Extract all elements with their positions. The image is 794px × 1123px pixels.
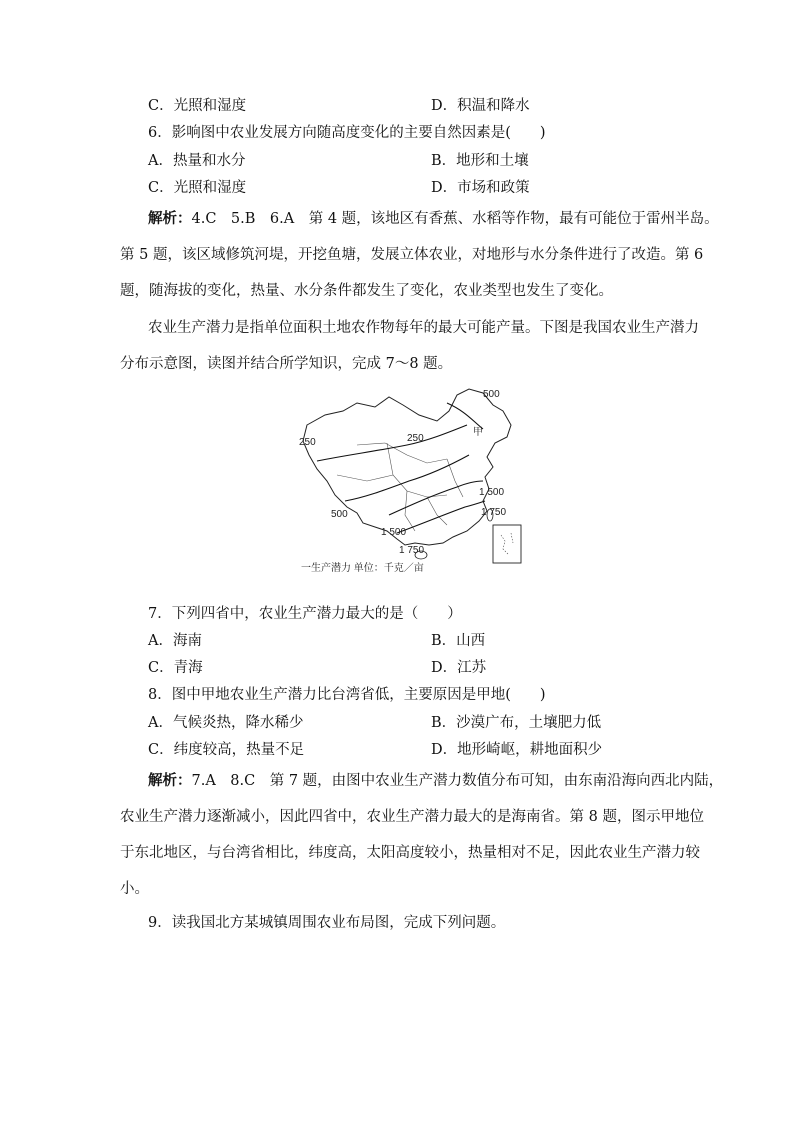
answer-label: 解析： [148, 772, 192, 789]
intro-line-1: 农业生产潜力是指单位面积土地农作物每年的最大可能产量。下图是我国农业生产潜力 [148, 320, 699, 336]
q8-option-a: A．气候炎热，降水稀少 [148, 715, 304, 731]
map-legend: 一生产潜力 单位：千克／亩 [301, 563, 424, 574]
q6-option-d: D．市场和政策 [431, 180, 530, 196]
q7-option-b: B．山西 [431, 633, 486, 649]
q8-option-d: D．地形崎岖，耕地面积少 [431, 742, 603, 758]
label-jia: 甲 [473, 427, 483, 438]
q6-option-b: B．地形和土壤 [431, 153, 529, 169]
answer-1-line-2: 第 5 题，该区域修筑河堤，开挖鱼塘，发展立体农业，对地形与水分条件进行了改造。第 6 [120, 247, 704, 263]
map-outline [303, 389, 511, 545]
china-map-figure [297, 385, 537, 575]
answer-1-line-3: 题，随海拔的变化，热量、水分条件都发生了变化，农业类型也发生了变化。 [120, 283, 613, 299]
answer-2-line-2: 农业生产潜力逐渐减小，因此四省中，农业生产潜力最大的是海南省。第 8 题，图示甲地位 [120, 809, 704, 825]
q6-option-a: A．热量和水分 [148, 153, 246, 169]
q7-option-d: D．江苏 [431, 660, 487, 676]
answer-text: 4.C 5.B 6.A 第 4 题，该地区有香蕉、水稻等作物，最有可能位于雷州半岛。 [191, 211, 719, 227]
q5-option-d: D．积温和降水 [431, 98, 530, 114]
q8-option-b: B．沙漠广布，土壤肥力低 [431, 715, 602, 731]
answer-1-line-1 [148, 209, 719, 229]
q8-option-c: C．纬度较高，热量不足 [148, 742, 305, 758]
intro-line-2: 分布示意图，读图并结合所学知识，完成 7～8 题。 [120, 356, 453, 372]
answer-label: 解析： [148, 210, 192, 227]
answer-2-line-1 [148, 771, 723, 791]
inset-islands [501, 533, 513, 555]
q6-stem: 6．影响图中农业发展方向随高度变化的主要自然因素是( ) [148, 125, 546, 141]
answer-2-line-3: 于东北地区，与台湾省相比，纬度高，太阳高度较小，热量相对不足，因此农业生产潜力较 [120, 845, 700, 861]
label-1500-b: 1 500 [381, 527, 407, 538]
isoline-500-north [447, 403, 483, 429]
map-boundary [337, 443, 463, 531]
label-250-a: 250 [407, 433, 424, 444]
south-sea-inset [493, 525, 521, 563]
label-250-b: 250 [299, 437, 316, 448]
q7-option-a: A．海南 [148, 633, 202, 649]
q7-option-c: C．青海 [148, 660, 203, 676]
label-500-b: 500 [331, 509, 348, 520]
label-500-top: 500 [483, 389, 500, 400]
q9-stem: 9．读我国北方某城镇周围农业布局图，完成下列问题。 [148, 915, 506, 931]
q7-stem: 7．下列四省中，农业生产潜力最大的是（ ） [148, 606, 462, 622]
label-1750-b: 1 750 [399, 545, 425, 556]
answer-2-line-4: 小。 [120, 881, 149, 897]
isoline-250 [317, 425, 467, 461]
label-1500-a: 1 500 [479, 487, 505, 498]
q6-option-c: C．光照和湿度 [148, 180, 247, 196]
q5-option-c: C．光照和湿度 [148, 98, 247, 114]
label-1750-a: 1 750 [481, 507, 507, 518]
q8-stem: 8．图中甲地农业生产潜力比台湾省低，主要原因是甲地( ) [148, 687, 546, 703]
answer-text: 7.A 8.C 第 7 题，由图中农业生产潜力数值分布可知，由东南沿海向西北内陆， [191, 773, 724, 789]
